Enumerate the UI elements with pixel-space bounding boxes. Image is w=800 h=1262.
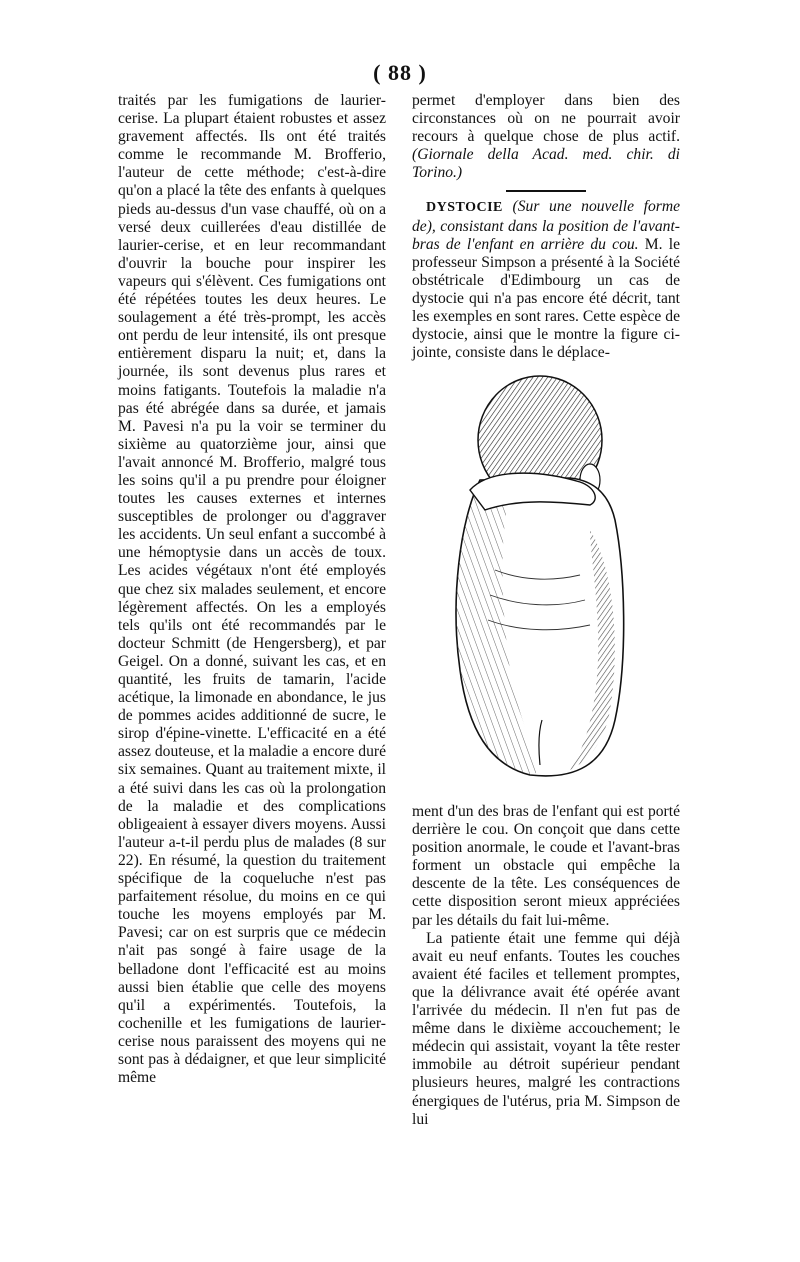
left-column bbox=[118, 92, 386, 1087]
section-body-top: M. le professeur Simpson a présenté à la Société obstétricale d'Edimbourg un cas de dystocie qui n'a pas encore été décrit, tant les exemples en sont rares. Cette espèce de dystocie, ainsi que le montre la figure ci-jointe, consiste dans le déplace- bbox=[412, 235, 680, 362]
body-bottom-paragraph-1: ment d'un des bras de l'enfant qui est porté derrière le cou. On conçoit que dans cette position anormale, le coude et l'avant-bras forment un obstacle qui empêche la descente de la tête. Les conséquences de cette disposition seront mieux appréciées par les détails du fait lui-même. bbox=[412, 803, 680, 929]
citation: (Giornale della Acad. med. chir. di Torino.) bbox=[412, 146, 680, 182]
section-heading: DYSTOCIE bbox=[426, 200, 503, 216]
fetus-illustration bbox=[440, 370, 640, 790]
left-column-text: traités par les fumigations de laurier-cerise. La plupart étaient robustes et assez gravement affectés. Ils ont été traités comme le recommande M. Brofferio, l'auteur de cette méthode; c'est-à-dire qu'on a placé la tête des enfants à quelques pieds au-dessus d'un vase chauffé, où on a versé deux cuillerées d'eau distillée de laurier-cerise, et en leur recommandant d'ouvrir la bouche pour inspirer les vapeurs qui s'élèvent. Ces fumigations ont été répétées toutes les deux heures. Le soulagement a été très-prompt, les accès ont perdu de leur intensité, ils ont presque entièrement disparu la nuit; et, dans la journée, ils sont devenus plus rares et moins fatigants. Toutefois la maladie n'a pas été abrégée dans sa durée, et jamais M. Pavesi n'a pu la voir se terminer du sixième au quatorzième jour, ainsi que l'avait annoncé M. Brofferio, malgré tous les soins qu'il a pu prendre pour éloigner toutes les causes externes et internes susceptibles de prolonger ou d'aggraver les accidents. Un seul enfant a succombé à une hémoptysie dans un accès de toux. Les acides végétaux n'ont été employés que chez six malades seulement, et encore légèrement affectés. On les a employés tels qu'ils ont été recommandés par le docteur Schmitt (de Hengersberg), et par Geigel. On a donné, suivant les cas, et en quantité, les fruits de tamarin, l'acide acétique, la limonade en abondance, le jus de pommes acides additionné de sucre, le sirop d'épine-vinette. L'efficacité en a été assez douteuse, et la maladie a encore duré six semaines. Quant au traitement mixte, il a été suivi dans les cas où la prolongation de la maladie et des complications obligeaient à essayer divers moyens. Aussi l'auteur a-t-il perdu plus de malades (8 sur 22). En résumé, la question du traitement spécifique de la coqueluche n'est pas parfaitement résolue, du moins en ce qui touche les moyens employés par M. Pavesi; car on est surpris que ce médecin n'ait pas songé à faire usage de la belladone dont l'efficacité est au moins aussi bien établie que celle des moyens qu'il a expérimentés. Toutefois, la cochenille et les fumigations de laurier-cerise nous paraissent des moyens qui ne sont pas à dédaigner, et que leur simplicité même bbox=[118, 92, 386, 1087]
intro-paragraph bbox=[412, 92, 680, 182]
right-column-top bbox=[412, 92, 680, 362]
dystocie-paragraph bbox=[412, 198, 680, 362]
section-divider bbox=[506, 190, 586, 192]
page-number: ( 88 ) bbox=[373, 60, 427, 85]
section-subtitle: (Sur une nouvelle forme de), consistant dans la position de l'avant-bras de l'enfant en arrière du cou. bbox=[412, 198, 680, 253]
intro-text: permet d'employer dans bien des circonstances où on ne pourrait avoir recours à quelque chose de plus actif. bbox=[412, 92, 680, 146]
body-bottom-paragraph-2: La patiente était une femme qui déjà avait eu neuf enfants. Toutes les couches avaient été faciles et tellement promptes, que la délivrance avait été opérée avant l'arrivée du médecin. Il n'en fut pas de même dans le dixième accouchement; le médecin qui assistait, voyant la tête rester immobile au détroit supérieur pendant plusieurs heures, malgré les contractions énergiques de l'utérus, pria M. Simpson de lui bbox=[412, 929, 680, 1128]
right-column-bottom bbox=[412, 803, 680, 1129]
